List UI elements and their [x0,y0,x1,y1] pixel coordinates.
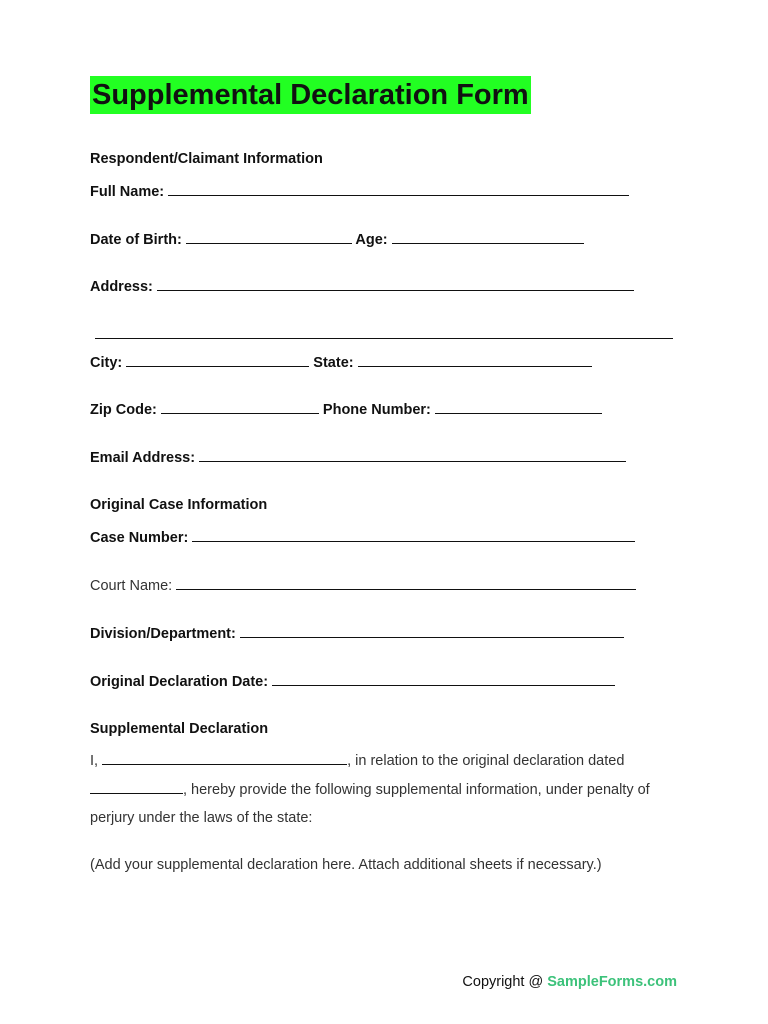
zip-code-field[interactable] [161,400,319,414]
state-label: State: [313,355,354,371]
address-label: Address: [90,279,153,295]
case-number-row [90,528,635,548]
declaration-instruction: (Add your supplemental declaration here. Attach additional sheets if necessary.) [90,857,602,873]
original-date-field[interactable] [90,780,183,794]
division-field[interactable] [240,624,624,638]
age-field[interactable] [392,230,584,244]
case-number-field[interactable] [192,528,635,542]
date-of-birth-field[interactable] [186,230,352,244]
address-field-line2[interactable] [95,325,673,339]
division-label: Division/Department: [90,626,236,642]
full-name-field[interactable] [168,182,629,196]
declarant-name-field[interactable] [102,751,347,765]
form-title: Supplemental Declaration Form [90,76,531,114]
city-field[interactable] [126,353,309,367]
section-original-case-heading: Original Case Information [90,497,268,513]
court-name-label: Court Name: [90,578,173,594]
copyright-text: Copyright @ [462,974,544,990]
section-supplemental-heading: Supplemental Declaration [90,721,269,737]
division-row [90,624,624,644]
zip-phone-row [90,400,602,420]
section-respondent-heading: Respondent/Claimant Information [90,151,323,167]
zip-code-label: Zip Code: [90,402,157,418]
city-label: City: [90,355,123,371]
dob-age-row [90,230,584,250]
full-name-row [90,182,629,202]
date-of-birth-label: Date of Birth: [90,232,182,248]
address-field-line1[interactable] [157,277,634,291]
original-declaration-date-label: Original Declaration Date: [90,674,269,690]
case-number-label: Case Number: [90,530,189,546]
court-name-row [90,576,636,596]
email-address-label: Email Address: [90,450,196,466]
email-address-field[interactable] [199,448,626,462]
email-row [90,448,626,468]
original-declaration-date-row [90,672,615,692]
declaration-line2-text: , hereby provide the following supplemental information, under penalty of [183,782,650,798]
phone-number-label: Phone Number: [322,402,431,418]
age-label: Age: [355,232,388,248]
declaration-prefix: I, [90,753,99,769]
declaration-line-2 [90,780,650,800]
brand-link[interactable]: SampleForms.com [547,974,677,990]
address-row-2 [95,325,673,345]
phone-number-field[interactable] [435,400,602,414]
city-state-row [90,353,592,373]
address-row [90,277,634,297]
full-name-label: Full Name: [90,184,165,200]
state-field[interactable] [358,353,592,367]
court-name-field[interactable] [176,576,636,590]
declaration-line-3: perjury under the laws of the state: [90,810,313,826]
declaration-line1-text: , in relation to the original declaration dated [347,753,625,769]
original-declaration-date-field[interactable] [272,672,615,686]
copyright-footer [462,972,677,992]
declaration-line-1 [90,751,624,771]
